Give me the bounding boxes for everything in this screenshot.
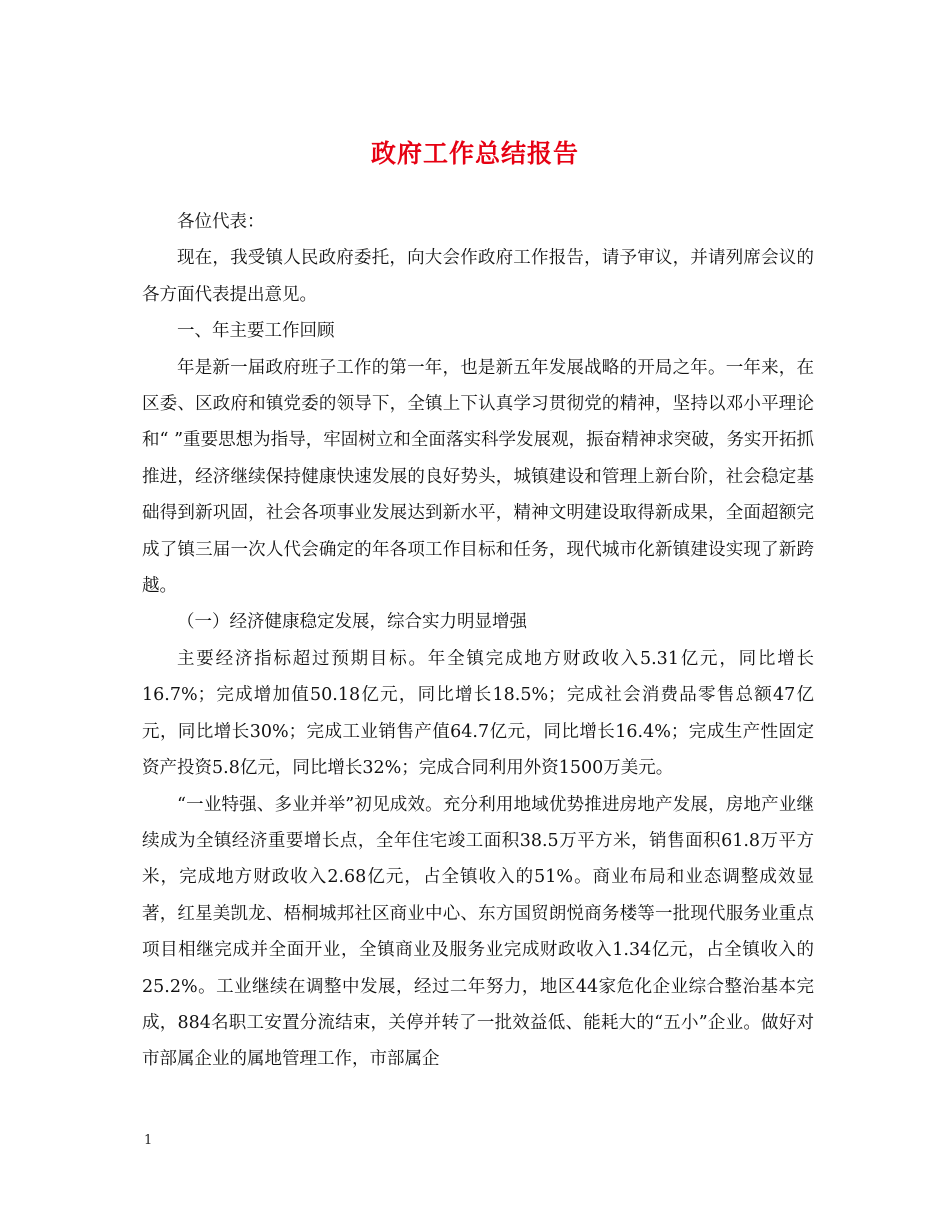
industry-paragraph: “一业特强、多业并举”初见成效。充分利用地域优势推进房地产发展，房地产业继续成为全镇经济重要增长点，全年住宅竣工面积38.5万平方米，销售面积61.8万平方米，完成地方财政收入2.68亿元，占全镇收入的51%。商业布局和业态调整成效显著，红星美凯龙、梧桐城邦社区商业中心、东方国贸朗悦商务楼等一批现代服务业重点项目相继完成并全面开业，全镇商业及服务业完成财政收入1.34亿元，占全镇收入的25.2%。工业继续在调整中发展，经过二年努力，地区44家危化企业综合整治基本完成，884名职工安置分流结束，关停并转了一批效益低、能耗大的“五小”企业。做好对市部属企业的属地管理工作，市部属企 (142, 794, 814, 1070)
page-number: 1 (144, 1133, 153, 1148)
overview-paragraph: 年是新一届政府班子工作的第一年，也是新五年发展战略的开局之年。一年来，在区委、区政府和镇党委的领导下，全镇上下认真学习贯彻党的精神，坚持以邓小平理论和“ ”重要思想为指导，牢固树立和全面落实科学发展观，振奋精神求突破，务实开拓抓推进，经济继续保持健康快速发展的良好势头，城镇建设和管理上新台阶，社会稳定基础得到新巩固，社会各项事业发展达到新水平，精神文明建设取得新成果，全面超额完成了镇三届一次人代会确定的年各项工作目标和任务，现代城市化新镇建设实现了新跨越。 (142, 357, 814, 597)
economic-indicators-paragraph: 主要经济指标超过预期目标。年全镇完成地方财政收入5.31亿元，同比增长16.7%；完成增加值50.18亿元，同比增长18.5%；完成社会消费品零售总额47亿元，同比增长30%；完成工业销售产值64.7亿元，同比增长16.4%；完成生产性固定资产投资5.8亿元，同比增长32%；完成合同利用外资1500万美元。 (142, 648, 814, 779)
salutation-paragraph: 各位代表： (177, 212, 265, 232)
subsection-heading: （一）经济健康稳定发展，综合实力明显增强 (177, 612, 527, 633)
intro-paragraph: 现在，我受镇人民政府委托，向大会作政府工作报告，请予审议，并请列席会议的各方面代表提出意见。 (142, 248, 814, 305)
document-title: 政府工作总结报告 (370, 139, 579, 168)
section-heading: 一、年主要工作回顾 (177, 321, 335, 342)
document-body (142, 204, 814, 1078)
